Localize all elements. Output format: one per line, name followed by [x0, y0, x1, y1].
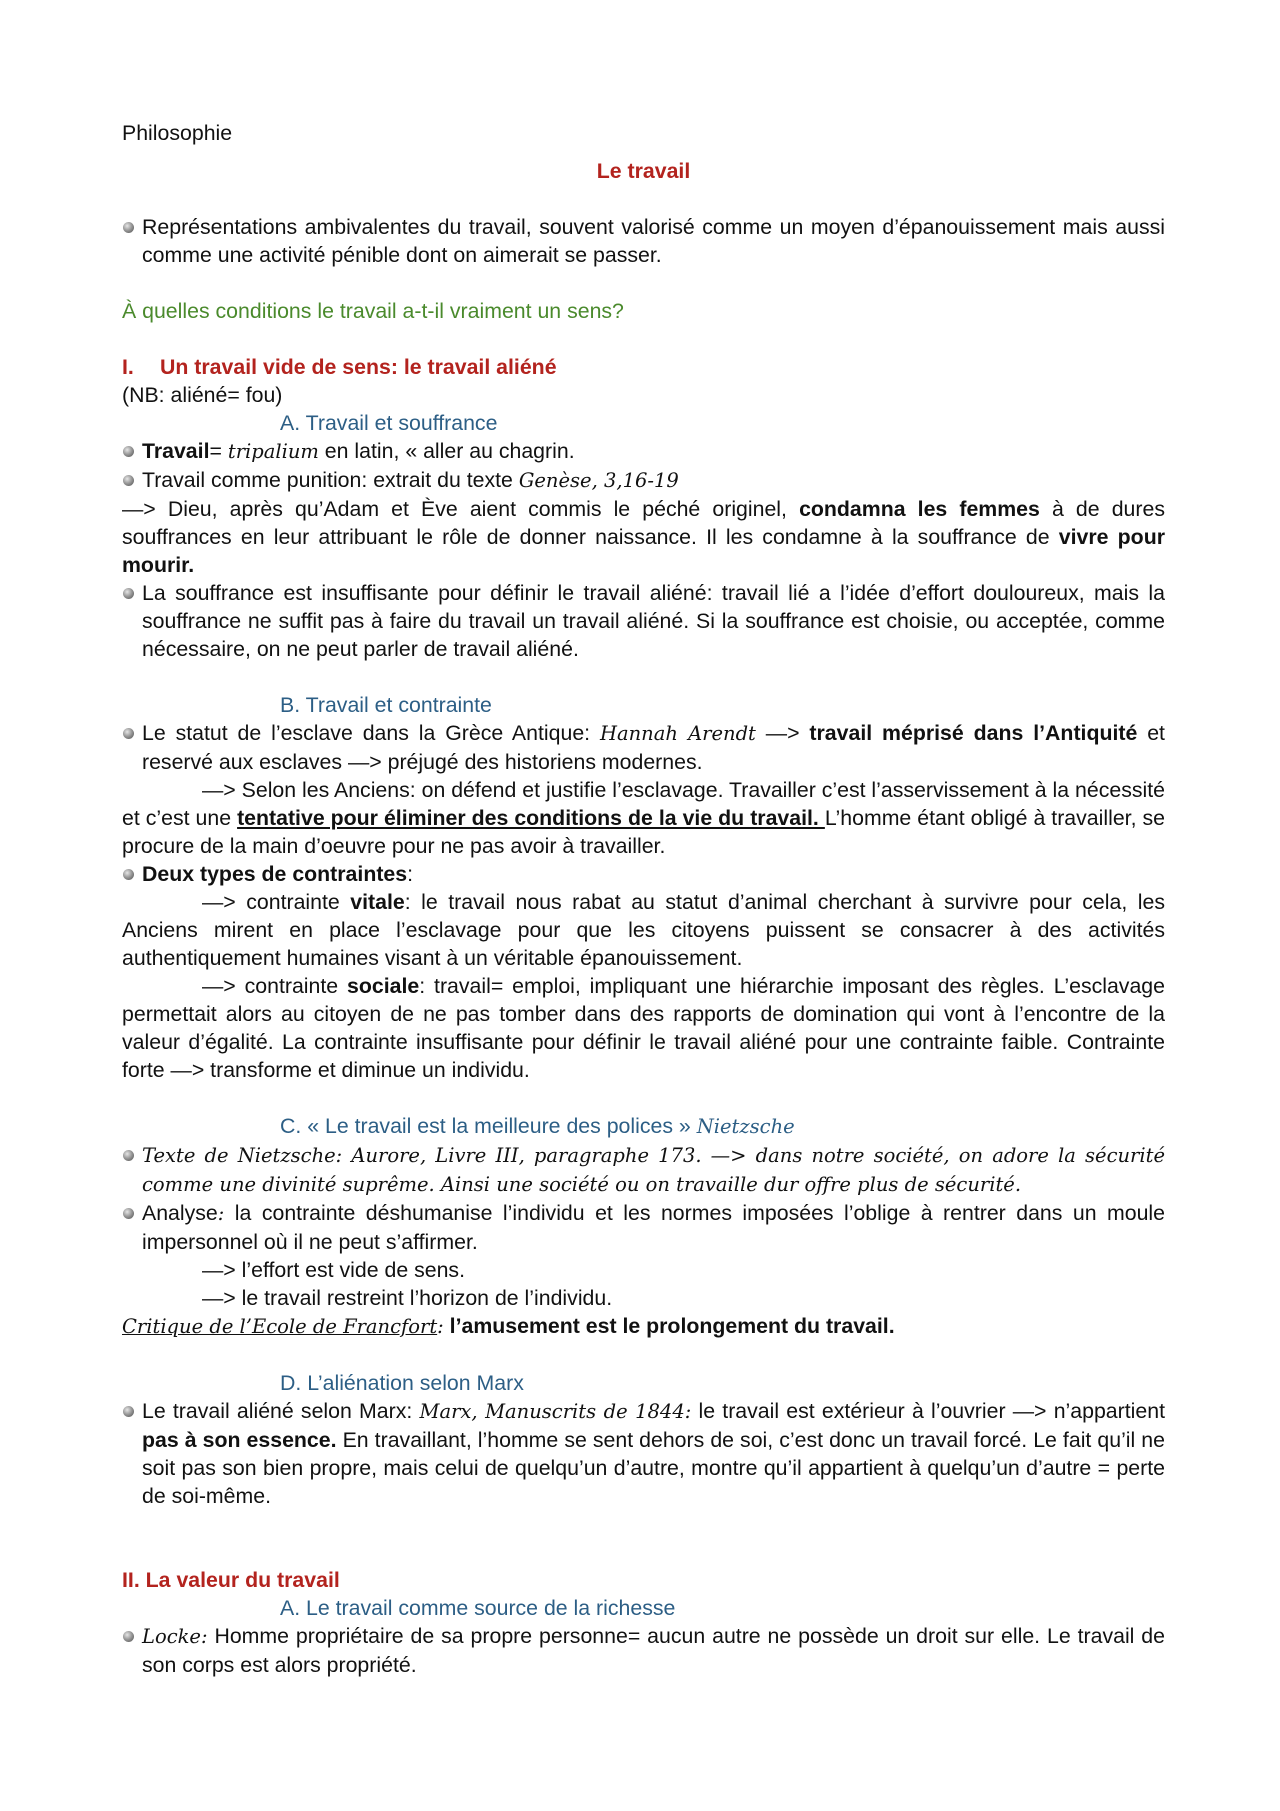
section-1-heading: [122, 353, 1165, 381]
bullet-icon: [123, 1150, 134, 1161]
subsection-2a-heading: A. Le travail comme source de la richesse: [280, 1596, 676, 1620]
paragraph: Critique de l’Ecole de Francfort: l’amusement est le prolongement du travail.: [122, 1314, 895, 1338]
bullet-icon: [123, 588, 134, 599]
subject-label: Philosophie: [122, 121, 233, 145]
subsection-d-heading: D. L’aliénation selon Marx: [280, 1371, 524, 1395]
paragraph: —> le travail restreint l’horizon de l’individu.: [202, 1286, 613, 1310]
subsection-c-heading: C. « Le travail est la meilleure des polices » Nietzsche: [280, 1114, 795, 1138]
list-item: La souffrance est insuffisante pour définir le travail aliéné: travail lié a l’idée d’effort douloureux, mais la souffrance ne suffit pas à faire du travail un travail aliéné. Si la souffrance est choisie, ou acceptée, comme nécessaire, on ne peut parler de travail aliéné.: [122, 579, 1165, 663]
bullet-icon: [123, 728, 134, 739]
nb-note: (NB: aliéné= fou): [122, 383, 283, 407]
paragraph: —> contrainte sociale: travail= emploi, impliquant une hiérarchie imposant des règles. L’esclavage permettait alors au citoyen de ne pas tomber dans des rapports de domination qui vont à l’encontre de la valeur d’égalité. La contrainte insuffisante pour définir le travail aliéné pour une contrainte faible. Contrainte forte —> transforme et diminue un individu.: [122, 974, 1165, 1082]
paragraph: —> l’effort est vide de sens.: [202, 1258, 465, 1282]
list-item: Locke: Homme propriétaire de sa propre personne= aucun autre ne possède un droit sur elle. Le travail de son corps est alors propriété.: [122, 1622, 1165, 1679]
list-item: Travail comme punition: extrait du texte Genèse, 3,16-19: [122, 466, 1165, 495]
list-item: Deux types de contraintes:: [122, 860, 1165, 888]
intro-bullet: Représentations ambivalentes du travail, souvent valorisé comme un moyen d’épanouissement mais aussi comme une activité pénible dont on aimerait se passer.: [122, 213, 1165, 269]
section-2-heading: II. La valeur du travail: [122, 1568, 340, 1592]
section-1-title: Un travail vide de sens: le travail aliéné: [160, 355, 557, 379]
paragraph: —> contrainte vitale: le travail nous rabat au statut d’animal cherchant à survivre pour cela, les Anciens mirent en place l’esclavage pour que les citoyens puissent se consacrer à des activités authentiquement humaines visant à un véritable épanouissement.: [122, 890, 1165, 970]
list-item: Texte de Nietzsche: Aurore, Livre III, paragraphe 173. —> dans notre société, on adore la sécurité comme une divinité suprême. Ainsi une société ou on travaille dur offre plus de sécurité.: [122, 1141, 1165, 1199]
page-title: Le travail: [596, 159, 691, 183]
list-item: Travail= tripalium en latin, « aller au chagrin.: [122, 437, 1165, 466]
bullet-icon: [123, 1406, 134, 1417]
problem-question: À quelles conditions le travail a-t-il vraiment un sens?: [122, 299, 624, 323]
bullet-icon: [123, 869, 134, 880]
list-item: Analyse: la contrainte déshumanise l’individu et les normes imposées l’oblige à rentrer dans un moule impersonnel où il ne peut s’affirmer.: [122, 1199, 1165, 1256]
bullet-icon: [123, 446, 134, 457]
bullet-icon: [123, 1631, 134, 1642]
subsection-b-heading: B. Travail et contrainte: [280, 693, 492, 717]
list-item: Le statut de l’esclave dans la Grèce Antique: Hannah Arendt —> travail méprisé dans l’Antiquité et reservé aux esclaves —> préjugé des historiens modernes.: [122, 719, 1165, 776]
paragraph: —> Selon les Anciens: on défend et justifie l’esclavage. Travailler c’est l’asservissement à la nécessité et c’est une tentative pour éliminer des conditions de la vie du travail. L’homme étant obligé à travailler, se procure de la main d’oeuvre pour ne pas avoir à travailler.: [122, 778, 1166, 858]
bullet-icon: [123, 222, 134, 233]
bullet-icon: [123, 475, 134, 486]
subsection-a-heading: A. Travail et souffrance: [280, 411, 498, 435]
bullet-icon: [123, 1208, 134, 1219]
paragraph: —> Dieu, après qu’Adam et Ève aient commis le péché originel, condamna les femmes à de dures souffrances en leur attribuant le rôle de donner naissance. Il les condamne à la souffrance de vivre pour mourir.: [122, 497, 1165, 577]
section-1-number: I.: [122, 355, 134, 379]
list-item: Le travail aliéné selon Marx: Marx, Manuscrits de 1844: le travail est extérieur à l’ouvrier —> n’appartient pas à son essence. En travaillant, l’homme se sent dehors de soi, c’est donc un travail forcé. Le fait qu’il ne soit pas son bien propre, mais celui de quelqu’un d’autre, montre qu’il appartient à quelqu’un d’autre = perte de soi-même.: [122, 1397, 1165, 1510]
